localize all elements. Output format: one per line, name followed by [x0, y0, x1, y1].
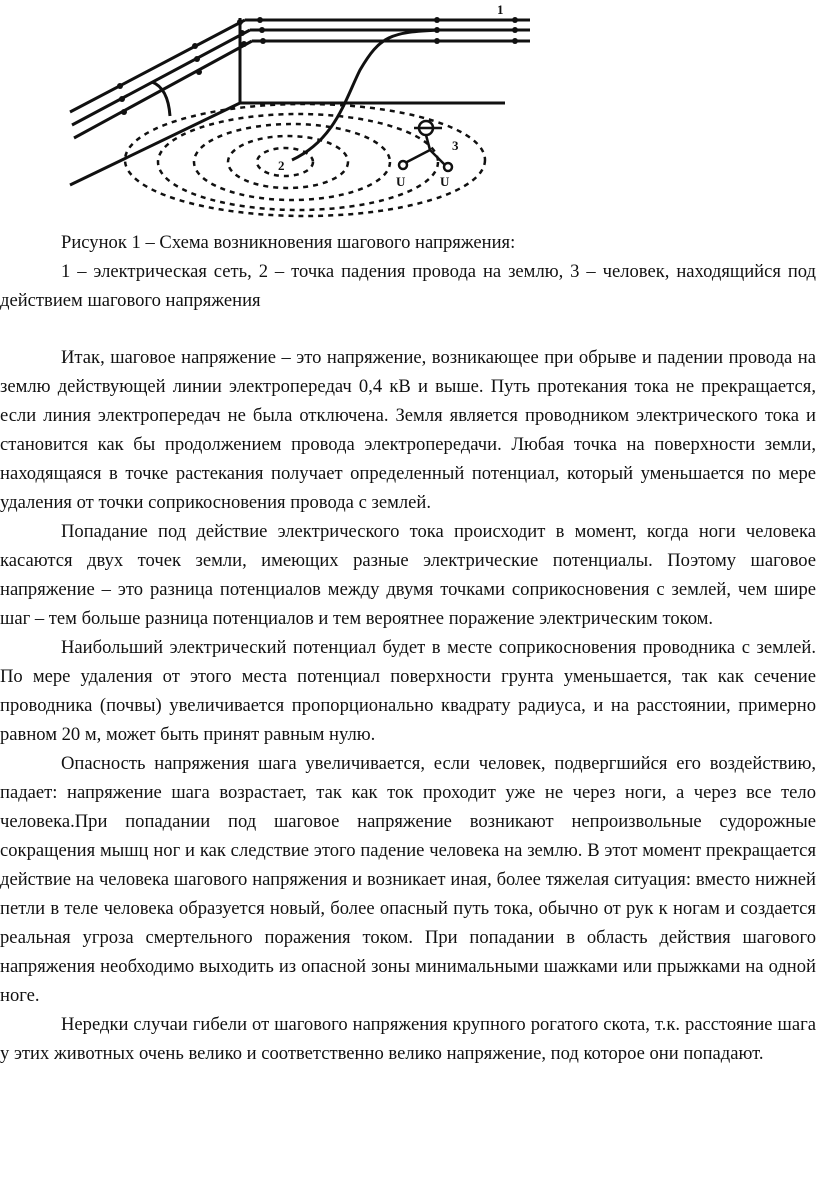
person-figure: [399, 121, 452, 171]
paragraph: Опасность напряжения шага увеличивается, если человек, подвергшийся его воздействию, падает: напряжение шага возрастает, так как ток проходит уже не через ноги, а через все тело человека.При попадании под шаговое напряжение возникают непроизвольные судорожные сокращения мышц ног и как следствие этого падение человека на землю. В этот момент прекращается действие на человека шагового напряжения и возникает иная, более тяжелая ситуация: вместо нижней петли в теле человека образуется новый, более опасный путь тока, обычно от рук к ногам и создается реальная угроза смертельного поражения током. При попадании в область действия шагового напряжения необходимо выходить из опасной зоны минимальными шажками или прыжками на одной ноге.: [0, 753, 816, 1006]
fallen-wire: [292, 30, 440, 160]
paragraph: Нередки случаи гибели от шагового напряжения крупного рогатого скота, т.к. расстояние шага у этих животных очень велико и соответственно велико напряжение, под которое они попадают.: [0, 1014, 816, 1064]
label-u1: U: [396, 174, 406, 189]
figure-caption-legend: 1 – электрическая сеть, 2 – точка падения провода на землю, 3 – человек, находящийся под действием шагового напряжения: [0, 261, 816, 311]
label-3: 3: [452, 138, 459, 153]
equipotential-rings: [125, 104, 485, 216]
paragraph: Попадание под действие электрического тока происходит в момент, когда ноги человека касаются двух точек земли, имеющих разные электрические потенциалы. Поэтому шаговое напряжение – это разница потенциалов между двумя точками соприкосновения с землей, чем шире шаг – тем больше разница потенциалов и тем вероятнее поражение электрическим током.: [0, 521, 816, 629]
power-line-wires: [70, 20, 530, 138]
paragraph: Наибольший электрический потенциал будет в месте соприкосновения проводника с землей. По мере удаления от этого места потенциал поверхности грунта уменьшается, так как сечение проводника (почвы) увеличивается пропорционально квадрату радиуса, и на расстоянии, примерно равном 20 м, может быть принят равным нулю.: [0, 637, 816, 745]
label-1: 1: [497, 2, 504, 17]
insulator-dots: [117, 17, 518, 115]
label-u2: U: [440, 174, 450, 189]
document-body: [0, 228, 816, 1068]
figure-caption-title: Рисунок 1 – Схема возникновения шагового напряжения:: [61, 232, 516, 253]
step-voltage-diagram: [60, 0, 780, 225]
paragraph: Итак, шаговое напряжение – это напряжение, возникающее при обрыве и падении провода на землю действующей линии электропередач 0,4 кВ и выше. Путь протекания тока не прекращается, если линия электропередач не была отключена. Земля является проводником электрического тока и становится как бы продолжением провода электропередачи. Любая точка на поверхности земли, находящаяся в точке растекания получает определенный потенциал, который уменьшается по мере удаления от точки соприкосновения провода с землей.: [0, 347, 816, 513]
label-2: 2: [278, 158, 285, 173]
